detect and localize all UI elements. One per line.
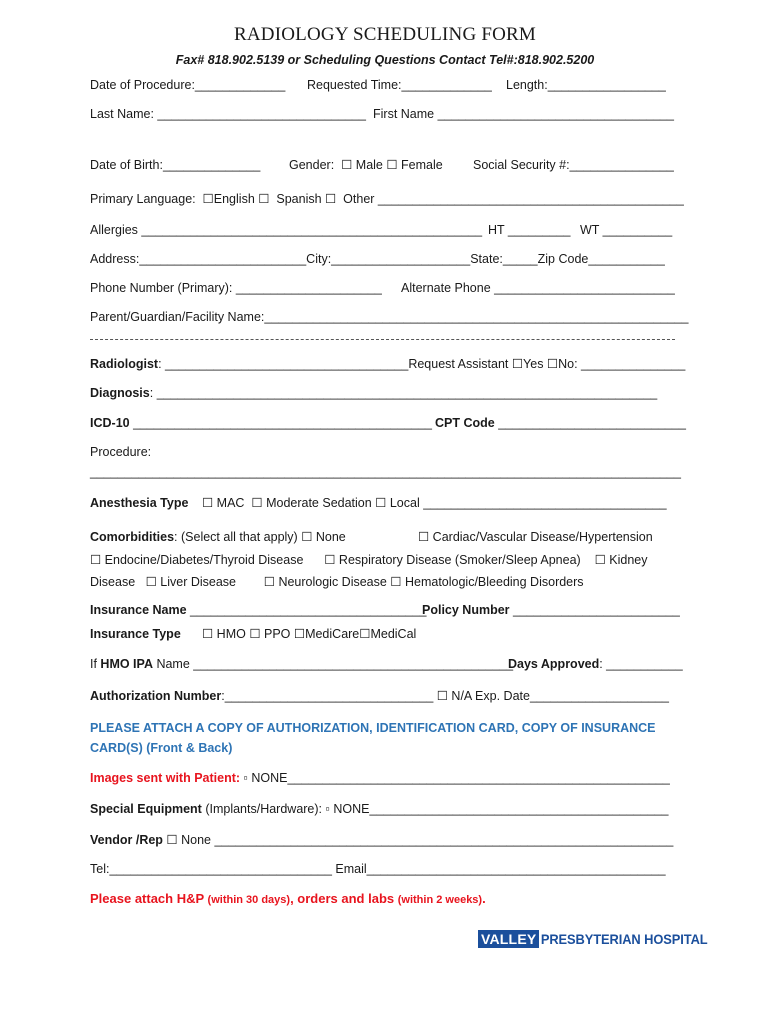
insurance-name-label: Insurance Name (90, 603, 187, 617)
hmo-ipa-line[interactable]: Name ______________________________________________ (152, 657, 514, 671)
comorbidities-label: Comorbidities (90, 530, 175, 544)
images-sent-row[interactable] (90, 770, 670, 786)
insurance-name-line[interactable]: __________________________________ (186, 603, 427, 617)
hmo-ipa-label: HMO IPA (100, 657, 153, 671)
authorization-line[interactable]: :______________________________ ☐ N/A Exp. Date____________________ (221, 689, 669, 703)
comorbidities-cardiac-option[interactable]: ☐ Cardiac/Vascular Disease/Hypertension (418, 530, 653, 544)
vendor-rep-line[interactable]: ☐ None __________________________________________________________________ (162, 833, 674, 847)
comorbidities-none-option[interactable]: : (Select all that apply) ☐ None (174, 530, 346, 544)
special-equipment-line[interactable]: (Implants/Hardware): ▫ NONE___________________________________________ (201, 802, 669, 816)
comorbidities-options-row3[interactable]: Disease ☐ Liver Disease ☐ Neurologic Disease ☐ Hematologic/Bleeding Disorders (90, 575, 584, 589)
section-divider (90, 339, 675, 340)
address-field[interactable]: Address:________________________City:____________________State:_____Zip Code___________ (90, 252, 665, 266)
procedure-label: Procedure: (90, 445, 152, 459)
date-of-procedure-field[interactable]: Date of Procedure:_____________ (90, 78, 286, 92)
comorbidities-options-row2[interactable]: ☐ Endocine/Diabetes/Thyroid Disease ☐ Respiratory Disease (Smoker/Sleep Apnea) ☐ Kidney (90, 553, 648, 567)
policy-number-line[interactable]: ________________________ (509, 603, 680, 617)
length-field[interactable]: Length:_________________ (506, 78, 666, 92)
days-approved-row[interactable] (508, 656, 683, 672)
comorbidities-row[interactable] (90, 529, 346, 545)
hp-notice-c: , orders and labs (290, 891, 398, 906)
requested-time-field[interactable]: Requested Time:_____________ (307, 78, 492, 92)
radiologist-label: Radiologist (90, 357, 159, 371)
special-equipment-label: Special Equipment (90, 802, 202, 816)
authorization-row[interactable] (90, 688, 669, 704)
icd-row[interactable] (90, 415, 432, 431)
hp-notice-b: (within 30 days) (207, 894, 291, 906)
contact-subtitle: Fax# 818.902.5139 or Scheduling Questions Contact Tel#:818.902.5200 (175, 53, 595, 67)
first-name-field[interactable]: First Name __________________________________ (373, 107, 674, 121)
allergies-field[interactable]: Allergies _________________________________________________ (90, 223, 483, 237)
radiologist-line[interactable]: : ___________________________________Request Assistant ☐Yes ☐No: _______________ (158, 357, 686, 371)
vendor-rep-label: Vendor /Rep (90, 833, 163, 847)
hospital-logo (478, 930, 723, 948)
tel-email-row[interactable]: Tel:________________________________ Email___________________________________________ (90, 862, 666, 876)
insurance-name-row[interactable] (90, 602, 426, 618)
vendor-rep-row[interactable] (90, 832, 673, 848)
logo-box: VALLEY (478, 930, 539, 948)
last-name-field[interactable]: Last Name: ______________________________ (90, 107, 366, 121)
anesthesia-label: Anesthesia Type (90, 496, 189, 510)
radiologist-row[interactable] (90, 356, 685, 372)
alternate-phone-field[interactable]: Alternate Phone __________________________ (401, 281, 675, 295)
logo-text: PRESBYTERIAN HOSPITAL (541, 931, 708, 947)
icd-line[interactable]: ___________________________________________ (129, 416, 432, 430)
insurance-type-label: Insurance Type (90, 627, 181, 641)
ssn-field[interactable]: Social Security #:_______________ (473, 158, 674, 172)
icd-label: ICD-10 (90, 416, 130, 430)
phone-primary-field[interactable]: Phone Number (Primary): _____________________ (90, 281, 382, 295)
guardian-facility-field[interactable]: Parent/Guardian/Facility Name:_____________________________________________________________ (90, 310, 689, 324)
hp-notice-d: (within 2 weeks) (397, 894, 483, 906)
authorization-label: Authorization Number (90, 689, 222, 703)
attach-notice-line1: PLEASE ATTACH A COPY OF AUTHORIZATION, IDENTIFICATION CARD, COPY OF INSURANCE (90, 721, 656, 735)
hp-notice-a: Please attach H&P (90, 891, 208, 906)
cpt-line[interactable]: ___________________________ (494, 416, 686, 430)
procedure-line[interactable]: _____________________________________________________________________________________ (90, 465, 681, 479)
diagnosis-line[interactable]: : ________________________________________________________________________ (149, 386, 658, 400)
weight-field[interactable]: WT __________ (580, 223, 673, 237)
images-sent-line[interactable]: ▫ NONE_______________________________________________________ (240, 771, 670, 785)
cpt-row[interactable] (435, 415, 686, 431)
special-equipment-row[interactable] (90, 801, 668, 817)
images-sent-label: Images sent with Patient: (90, 771, 241, 785)
hp-notice-e: . (482, 891, 486, 906)
cpt-label: CPT Code (435, 416, 495, 430)
height-field[interactable]: HT _________ (488, 223, 571, 237)
gender-options[interactable]: Gender: ☐ Male ☐ Female (289, 158, 443, 172)
form-title: RADIOLOGY SCHEDULING FORM (234, 24, 536, 45)
date-of-birth-field[interactable]: Date of Birth:______________ (90, 158, 261, 172)
hp-notice (90, 891, 486, 908)
days-approved-label: Days Approved (508, 657, 600, 671)
attach-notice-line2: CARD(S) (Front & Back) (90, 741, 233, 755)
hmo-ipa-row[interactable] (90, 656, 513, 672)
days-approved-line[interactable]: : ___________ (599, 657, 683, 671)
diagnosis-row[interactable] (90, 385, 657, 401)
insurance-type-options[interactable]: ☐ HMO ☐ PPO ☐MediCare☐MediCal (202, 627, 417, 641)
hmo-ipa-prefix: If (90, 657, 101, 671)
policy-number-label: Policy Number (422, 603, 510, 617)
diagnosis-label: Diagnosis (90, 386, 150, 400)
primary-language-options[interactable]: Primary Language: ☐English ☐ Spanish ☐ Other ____________________________________________ (90, 192, 684, 206)
policy-number-row[interactable] (422, 602, 680, 618)
anesthesia-options[interactable]: ☐ MAC ☐ Moderate Sedation ☐ Local ___________________________________ (202, 496, 667, 510)
